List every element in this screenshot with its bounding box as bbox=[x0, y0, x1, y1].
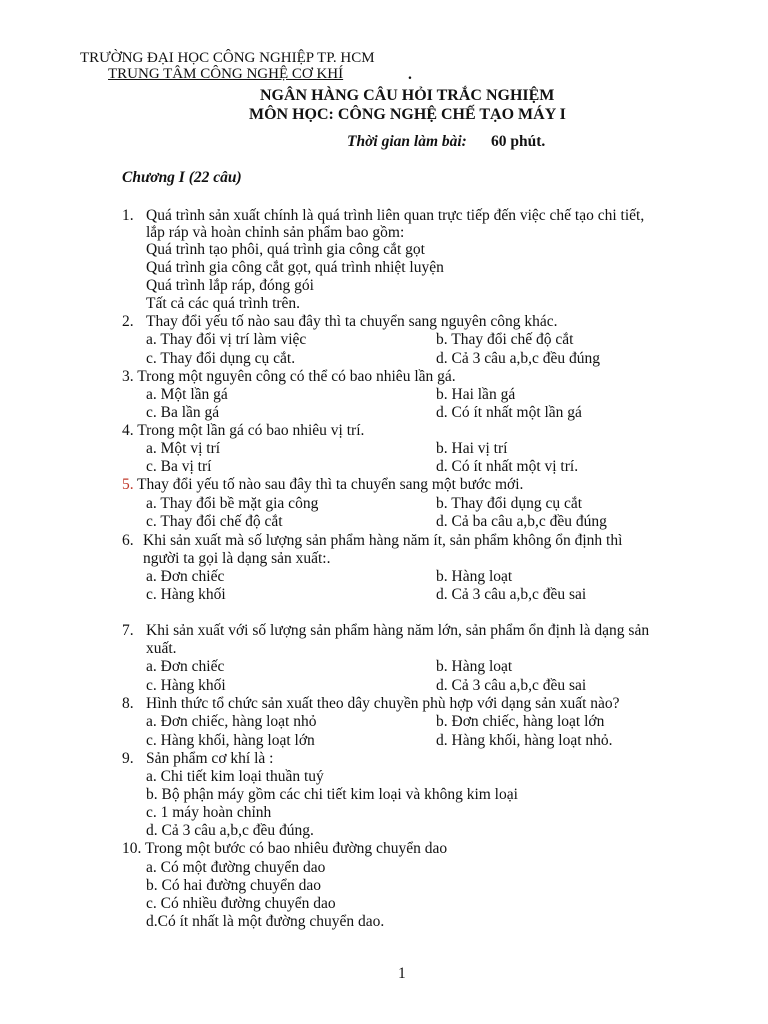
q8-option-a: a. Đơn chiếc, hàng loạt nhỏ bbox=[146, 713, 317, 730]
q3-option-b: b. Hai lần gá bbox=[436, 386, 516, 403]
header-dot: . bbox=[408, 66, 412, 83]
school-name: TRƯỜNG ĐẠI HỌC CÔNG NGHIỆP TP. HCM bbox=[80, 50, 375, 66]
chapter-heading: Chương I (22 câu) bbox=[122, 169, 242, 186]
q9-option-d: d. Cả 3 câu a,b,c đều đúng. bbox=[146, 822, 314, 839]
q5-option-c: c. Thay đổi chế độ cắt bbox=[146, 513, 283, 530]
center-name: TRUNG TÂM CÔNG NGHỆ CƠ KHÍ bbox=[108, 66, 344, 82]
q7-option-b: b. Hàng loạt bbox=[436, 658, 513, 675]
q1-option-2: Quá trình gia công cắt gọt, quá trình nhiệt luyện bbox=[146, 259, 444, 276]
q9-text: Sản phẩm cơ khí là : bbox=[146, 750, 274, 767]
q2-option-b: b. Thay đổi chế độ cắt bbox=[436, 331, 574, 348]
q7-option-a: a. Đơn chiếc bbox=[146, 658, 225, 675]
page-number: 1 bbox=[398, 965, 406, 982]
q3-text: 3. Trong một nguyên công có thể có bao nhiêu lần gá. bbox=[122, 368, 456, 385]
q4-option-b: b. Hai vị trí bbox=[436, 440, 508, 457]
q7-number: 7. bbox=[122, 622, 134, 639]
q8-option-c: c. Hàng khối, hàng loạt lớn bbox=[146, 732, 315, 749]
q10-option-c: c. Có nhiều đường chuyển dao bbox=[146, 895, 336, 912]
q6-text-line1: Khi sản xuất mà số lượng sản phẩm hàng năm ít, sản phẩm không ổn định thì bbox=[143, 532, 623, 549]
q5-number: 5. bbox=[122, 476, 134, 493]
q8-text: Hình thức tổ chức sản xuất theo dây chuyền phù hợp với dạng sản xuất nào? bbox=[146, 695, 620, 712]
q1-text-line1: Quá trình sản xuất chính là quá trình liên quan trực tiếp đến việc chế tạo chi tiết, bbox=[146, 207, 645, 224]
q1-text-line2: lắp ráp và hoàn chỉnh sản phẩm bao gồm: bbox=[146, 224, 405, 241]
q9-option-a: a. Chi tiết kim loại thuần tuý bbox=[146, 768, 324, 785]
q5-option-b: b. Thay đổi dụng cụ cắt bbox=[436, 495, 583, 512]
q2-option-c: c. Thay đổi dụng cụ cắt. bbox=[146, 350, 296, 367]
document-title: NGÂN HÀNG CÂU HỎI TRẮC NGHIỆM bbox=[260, 87, 555, 104]
q8-option-d: d. Hàng khối, hàng loạt nhỏ. bbox=[436, 732, 613, 749]
time-value: 60 phút. bbox=[491, 133, 546, 150]
q1-number: 1. bbox=[122, 207, 134, 224]
q10-option-d: d.Có ít nhất là một đường chuyển dao. bbox=[146, 913, 385, 930]
q7-option-d: d. Cả 3 câu a,b,c đều sai bbox=[436, 677, 587, 694]
q2-option-d: d. Cả 3 câu a,b,c đều đúng bbox=[436, 350, 600, 367]
subject-title: MÔN HỌC: CÔNG NGHỆ CHẾ TẠO MÁY I bbox=[249, 106, 566, 123]
time-label: Thời gian làm bài: bbox=[347, 133, 467, 150]
q2-text: Thay đổi yếu tố nào sau đây thì ta chuyển sang nguyên công khác. bbox=[146, 313, 558, 330]
q4-text: 4. Trong một lần gá có bao nhiêu vị trí. bbox=[122, 422, 365, 439]
q6-text-line2: người ta gọi là dạng sản xuất:. bbox=[143, 550, 331, 567]
q5-option-a: a. Thay đổi bề mặt gia công bbox=[146, 495, 319, 512]
q6-number: 6. bbox=[122, 532, 134, 549]
q9-option-b: b. Bộ phận máy gồm các chi tiết kim loại và không kim loại bbox=[146, 786, 518, 803]
q4-option-d: d. Có ít nhất một vị trí. bbox=[436, 458, 579, 475]
q5-option-d: d. Cả ba câu a,b,c đều đúng bbox=[436, 513, 607, 530]
q6-option-c: c. Hàng khối bbox=[146, 586, 226, 603]
q4-option-c: c. Ba vị trí bbox=[146, 458, 212, 475]
q6-option-a: a. Đơn chiếc bbox=[146, 568, 225, 585]
q6-option-d: d. Cả 3 câu a,b,c đều sai bbox=[436, 586, 587, 603]
q7-text-line1: Khi sản xuất với số lượng sản phẩm hàng năm lớn, sản phẩm ổn định là dạng sản bbox=[146, 622, 650, 639]
q5-text: Thay đổi yếu tố nào sau đây thì ta chuyển sang một bước mới. bbox=[137, 476, 524, 493]
q1-option-4: Tất cả các quá trình trên. bbox=[146, 295, 301, 312]
q1-option-1: Quá trình tạo phôi, quá trình gia công cắt gọt bbox=[146, 241, 425, 258]
q7-option-c: c. Hàng khối bbox=[146, 677, 226, 694]
q8-option-b: b. Đơn chiếc, hàng loạt lớn bbox=[436, 713, 605, 730]
q3-option-c: c. Ba lần gá bbox=[146, 404, 220, 421]
q9-number: 9. bbox=[122, 750, 134, 767]
q10-text: 10. Trong một bước có bao nhiêu đường chuyển dao bbox=[122, 840, 448, 857]
q9-option-c: c. 1 máy hoàn chỉnh bbox=[146, 804, 272, 821]
q7-text-line2: xuất. bbox=[146, 640, 177, 657]
q3-option-a: a. Một lần gá bbox=[146, 386, 228, 403]
q2-option-a: a. Thay đổi vị trí làm việc bbox=[146, 331, 307, 348]
q10-option-a: a. Có một đường chuyển dao bbox=[146, 859, 326, 876]
q6-option-b: b. Hàng loạt bbox=[436, 568, 513, 585]
q8-number: 8. bbox=[122, 695, 134, 712]
q3-option-d: d. Có ít nhất một lần gá bbox=[436, 404, 582, 421]
q10-option-b: b. Có hai đường chuyển dao bbox=[146, 877, 322, 894]
q4-option-a: a. Một vị trí bbox=[146, 440, 221, 457]
q2-number: 2. bbox=[122, 313, 134, 330]
q1-option-3: Quá trình lắp ráp, đóng gói bbox=[146, 277, 314, 294]
